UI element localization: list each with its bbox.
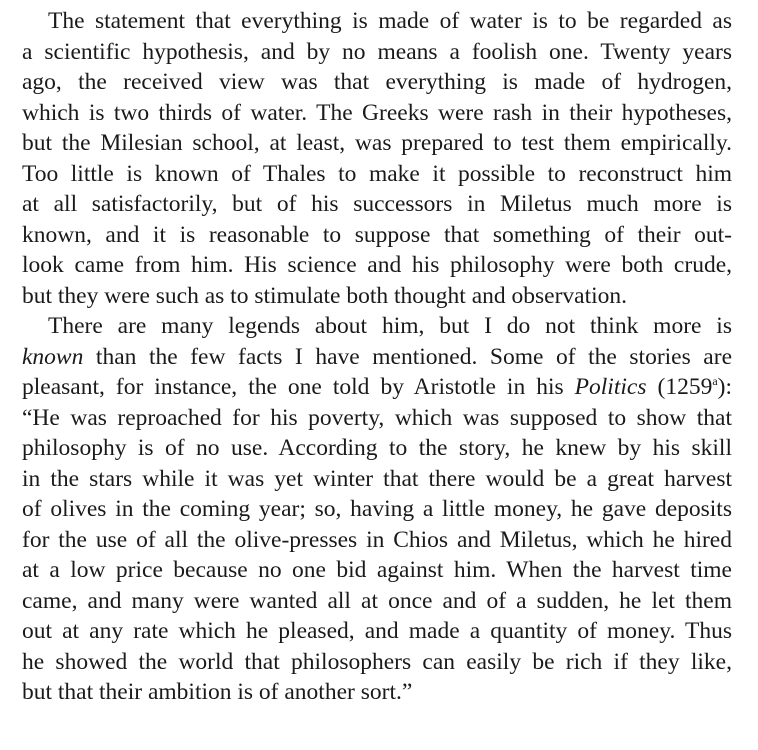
text-line: There are many legends about him, but I do not think more is — [48, 313, 732, 339]
text-line: but the Milesian school, at least, was prepared to test them empirically. — [22, 130, 732, 156]
text-line: but they were such as to stimulate both thought and observation. — [22, 282, 628, 309]
text-line: Too little is known of Thales to make it possible to reconstruct him — [22, 160, 732, 187]
quote-line: philosophy is of no use. According to the story, he knew by his skill — [22, 435, 732, 461]
quote-line: in the stars while it was yet winter that there would be a great harvest — [22, 465, 732, 492]
quote-line: for the use of all the olive-presses in Chios and Miletus, which he hired — [22, 526, 732, 553]
quote-line: he showed the world that philosophers can easily be rich if they like, — [22, 648, 732, 675]
text-line: look came from him. His science and his philosophy were both crude, — [22, 252, 732, 278]
text-line: known than the few facts I have mentioned. Some of the stories are — [22, 343, 732, 370]
text-line: ago, the received view was that everything is made of hydrogen, — [22, 69, 732, 95]
text-line: a scientific hypothesis, and by no means a foolish one. Twenty years — [22, 38, 732, 65]
text-line: pleasant, for instance, the one told by Aristotle in his Politics (1259$^a$): — [22, 374, 733, 400]
text-line: known, and it is reasonable to suppose that something of their out- — [22, 221, 732, 248]
text-line: which is two thirds of water. The Greeks were rash in their hypotheses, — [22, 99, 732, 126]
quote-line: at a low price because no one bid against him. When the harvest time — [22, 557, 732, 583]
reference-superscript: a — [712, 374, 718, 388]
quote-line: of olives in the coming year; so, having a little money, he gave deposits — [22, 496, 732, 522]
quote-line: out at any rate which he pleased, and made a quantity of money. Thus — [22, 618, 732, 644]
quote-line: came, and many were wanted all at once and of a sudden, he let them — [22, 587, 732, 614]
text-line: The statement that everything is made of water is to be regarded as — [48, 8, 732, 34]
quote-line: but that their ambition is of another sort.” — [22, 679, 413, 705]
quote-line: “He was reproached for his poverty, which was supposed to show that — [22, 404, 732, 431]
paragraph-thales-hypothesis — [0, 6, 758, 311]
book-title-politics: Politics — [574, 374, 647, 400]
paragraph-thales-legends — [0, 311, 758, 708]
text-line: at all satisfactorily, but of his successors in Miletus much more is — [22, 191, 732, 217]
italic-word-known: known — [22, 343, 84, 370]
